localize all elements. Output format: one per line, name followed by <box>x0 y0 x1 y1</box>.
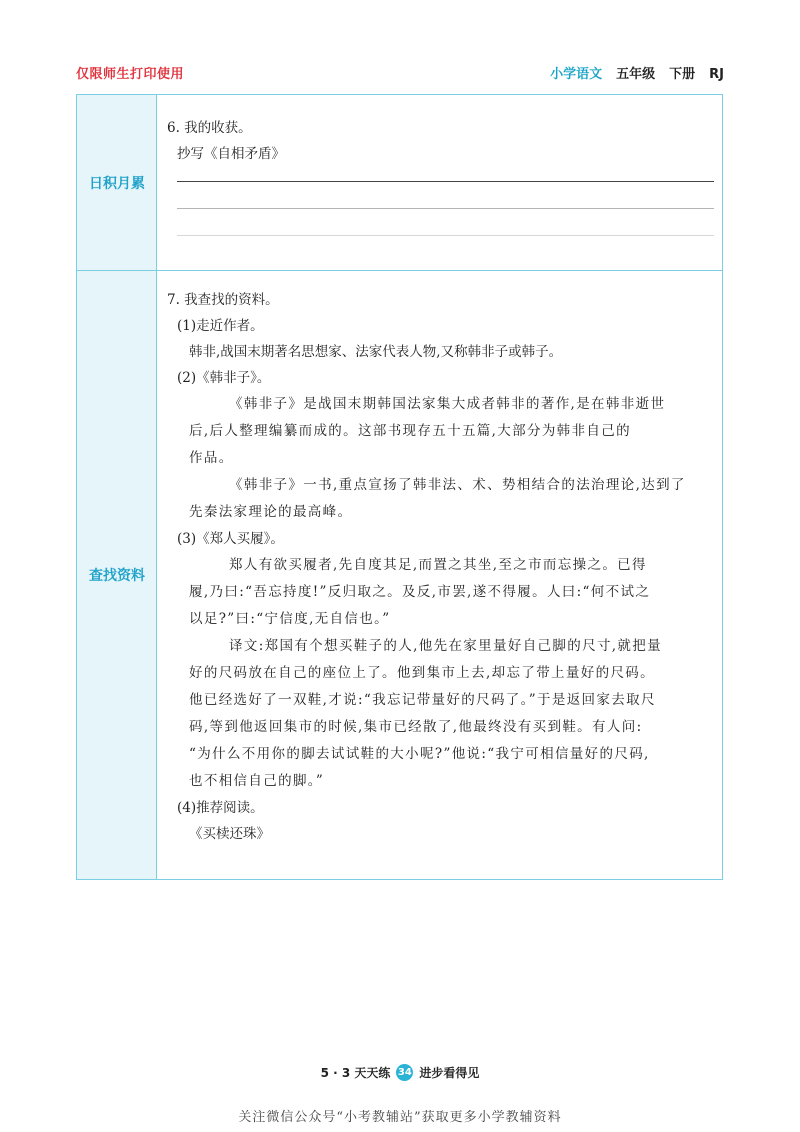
writing-line[interactable] <box>177 181 714 182</box>
row-divider <box>77 270 722 271</box>
subsection-1-title: (1)走近作者。 <box>177 318 264 334</box>
edition-label: RJ <box>709 67 724 82</box>
grade-label: 五年级 <box>616 67 656 82</box>
page-number: 34 <box>396 1064 413 1081</box>
question-7-title: 7. 我查找的资料。 <box>167 292 279 308</box>
section-label-daily: 日积月累 <box>89 176 145 192</box>
text-line: 郑人有欲买履者,先自度其足,而置之其坐,至之市而忘操之。已得 <box>229 557 647 573</box>
page-footer <box>0 1064 800 1081</box>
text-line: 他已经选好了一双鞋,才说:“我忘记带量好的尺码了。”于是返回家去取尺 <box>189 692 656 708</box>
text-line: 《韩非子》一书,重点宣扬了韩非法、术、势相结合的法治理论,达到了 <box>229 477 686 493</box>
text-line: 也不相信自己的脚。” <box>189 773 325 789</box>
text-line: “为什么不用你的脚去试试鞋的大小呢?”他说:“我宁可相信量好的尺码, <box>189 746 650 762</box>
series-name: 5 · 3 天天练 <box>320 1066 391 1080</box>
question-6-title: 6. 我的收获。 <box>167 120 252 136</box>
fable-paragraph <box>167 552 714 795</box>
worksheet-frame <box>76 94 723 880</box>
text-line: 先秦法家理论的最高峰。 <box>189 504 353 520</box>
copy-task: 抄写《自相矛盾》 <box>177 146 285 162</box>
research-section <box>167 287 714 847</box>
text-line: 履,乃曰:“吾忘持度!”反归取之。及反,市罢,遂不得履。人曰:“何不试之 <box>189 584 651 600</box>
section-label-research: 查找资料 <box>89 568 145 584</box>
writing-line[interactable] <box>177 208 714 209</box>
text-line: 译文:郑国有个想买鞋子的人,他先在家里量好自己脚的尺寸,就把量 <box>229 638 662 654</box>
side-column <box>77 95 157 879</box>
text-line: 《韩非子》是战国末期韩国法家集大成者韩非的著作,是在韩非逝世 <box>229 396 666 412</box>
subject-label: 小学语文 <box>550 67 603 82</box>
recommended-reading: 《买椟还珠》 <box>189 826 270 842</box>
usage-notice: 仅限师生打印使用 <box>76 67 185 82</box>
subsection-2-title: (2)《韩非子》。 <box>177 370 271 386</box>
volume-label: 下册 <box>669 67 696 82</box>
daily-section <box>167 115 714 236</box>
slogan: 进步看得见 <box>419 1066 480 1080</box>
text-line: 好的尺码放在自己的座位上了。他到集市上去,却忘了带上量好的尺码。 <box>189 665 655 681</box>
text-line: 作品。 <box>189 450 234 466</box>
author-intro: 韩非,战国末期著名思想家、法家代表人物,又称韩非子或韩子。 <box>189 344 563 360</box>
text-line: 后,后人整理编纂而成的。这部书现存五十五篇,大部分为韩非自己的 <box>189 423 631 439</box>
text-line: 码,等到他返回集市的时候,集市已经散了,他最终没有买到鞋。有人问: <box>189 719 643 735</box>
book-info <box>550 63 724 82</box>
subsection-4-title: (4)推荐阅读。 <box>177 800 264 816</box>
text-line: 以足?”曰:“宁信度,无自信也。” <box>189 611 391 627</box>
subsection-3-title: (3)《郑人买履》。 <box>177 531 284 547</box>
watermark-text: 关注微信公众号“小考教辅站”获取更多小学教辅资料 <box>238 1110 562 1125</box>
book-intro-paragraph <box>167 391 714 526</box>
writing-line[interactable] <box>177 235 714 236</box>
